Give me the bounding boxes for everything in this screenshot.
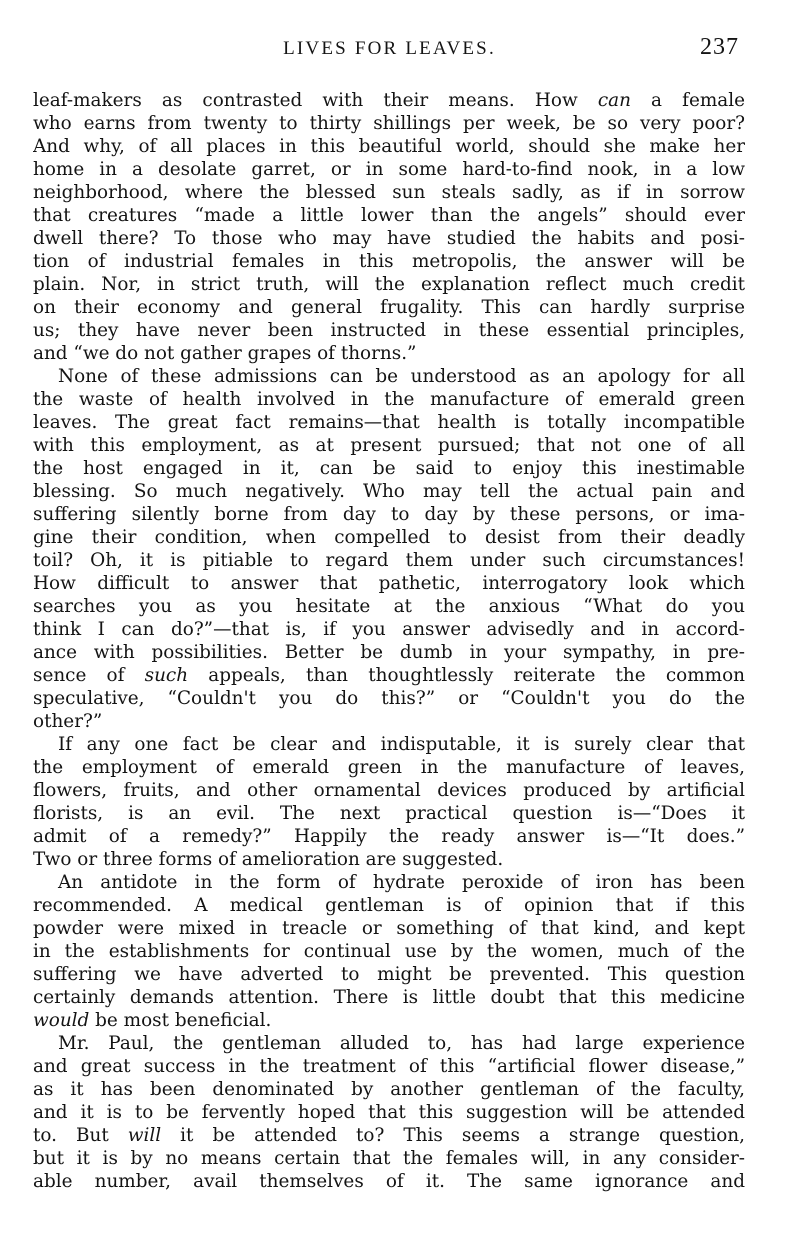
text-line: with this employment, as at present pursued; that not one of all	[33, 435, 745, 456]
text-line: and it is to be fervently hoped that this suggestion will be attended	[33, 1102, 745, 1123]
text-line: toil? Oh, it is pitiable to regard them under such circumstances!	[33, 550, 745, 571]
page-header	[32, 34, 747, 66]
text-line: the host engaged in it, can be said to enjoy this inestimable	[33, 458, 745, 479]
text-line: other?”	[33, 711, 103, 732]
text-line: sence of such appeals, than thoughtlessly reiterate the common	[33, 665, 745, 686]
text-line: the employment of emerald green in the manufacture of leaves,	[33, 757, 745, 778]
text-line: dwell there? To those who may have studied the habits and posi-	[33, 228, 745, 249]
text-line: the waste of health involved in the manufacture of emerald green	[33, 389, 745, 410]
text-line: blessing. So much negatively. Who may tell the actual pain and	[33, 481, 745, 502]
text-line: recommended. A medical gentleman is of opinion that if this	[33, 895, 745, 916]
page-number: 237	[700, 34, 739, 60]
text-line: able number, avail themselves of it. The same ignorance and	[33, 1171, 745, 1192]
text-line: ance with possibilities. Better be dumb in your sympathy, in pre-	[33, 642, 745, 663]
text-line: tion of industrial females in this metropolis, the answer will be	[33, 251, 745, 272]
text-line: speculative, “Couldn't you do this?” or “Couldn't you do the	[33, 688, 745, 709]
text-line: searches you as you hesitate at the anxious “What do you	[33, 596, 745, 617]
text-line: Two or three forms of amelioration are suggested.	[33, 849, 504, 870]
running-head: LIVES FOR LEAVES.	[283, 38, 496, 59]
text-line: powder were mixed in treacle or something of that kind, and kept	[33, 918, 745, 939]
text-line: How difficult to answer that pathetic, interrogatory look which	[33, 573, 745, 594]
text-line: If any one fact be clear and indisputable, it is surely clear that	[58, 734, 745, 755]
text-line: florists, is an evil. The next practical question is—“Does it	[33, 803, 745, 824]
body-text	[33, 89, 745, 1193]
text-line: suffering silently borne from day to day by these persons, or ima-	[33, 504, 745, 525]
text-line: None of these admissions can be understood as an apology for all	[58, 366, 745, 387]
text-line: leaf-makers as contrasted with their means. How can a female	[33, 90, 745, 111]
text-line: on their economy and general frugality. This can hardly surprise	[33, 297, 745, 318]
text-line: gine their condition, when compelled to desist from their deadly	[33, 527, 745, 548]
text-line: us; they have never been instructed in these essential principles,	[33, 320, 745, 341]
text-line: Mr. Paul, the gentleman alluded to, has had large experience	[58, 1033, 745, 1054]
text-line: And why, of all places in this beautiful world, should she make her	[33, 136, 745, 157]
text-line: suffering we have adverted to might be prevented. This question	[33, 964, 745, 985]
text-line: to. But will it be attended to? This seems a strange question,	[33, 1125, 745, 1146]
text-line: plain. Nor, in strict truth, will the explanation reflect much credit	[33, 274, 745, 295]
text-line: An antidote in the form of hydrate peroxide of iron has been	[58, 872, 745, 893]
text-line: in the establishments for continual use by the women, much of the	[33, 941, 745, 962]
text-line: who earns from twenty to thirty shillings per week, be so very poor?	[33, 113, 745, 134]
text-line: but it is by no means certain that the females will, in any consider-	[33, 1148, 745, 1169]
text-line: certainly demands attention. There is little doubt that this medicine	[33, 987, 745, 1008]
text-line: neighborhood, where the blessed sun steals sadly, as if in sorrow	[33, 182, 745, 203]
text-line: admit of a remedy?” Happily the ready answer is—“It does.”	[33, 826, 745, 847]
text-line: as it has been denominated by another gentleman of the faculty,	[33, 1079, 745, 1100]
text-line: and “we do not gather grapes of thorns.”	[33, 343, 417, 364]
text-line: that creatures “made a little lower than the angels” should ever	[33, 205, 745, 226]
text-line: think I can do?”—that is, if you answer advisedly and in accord-	[33, 619, 745, 640]
text-line: leaves. The great fact remains—that health is totally incompatible	[33, 412, 745, 433]
text-line: home in a desolate garret, or in some hard-to-find nook, in a low	[33, 159, 745, 180]
text-line: and great success in the treatment of this “artificial flower disease,”	[33, 1056, 745, 1077]
text-line: would be most beneficial.	[33, 1010, 272, 1031]
text-line: flowers, fruits, and other ornamental devices produced by artificial	[33, 780, 745, 801]
